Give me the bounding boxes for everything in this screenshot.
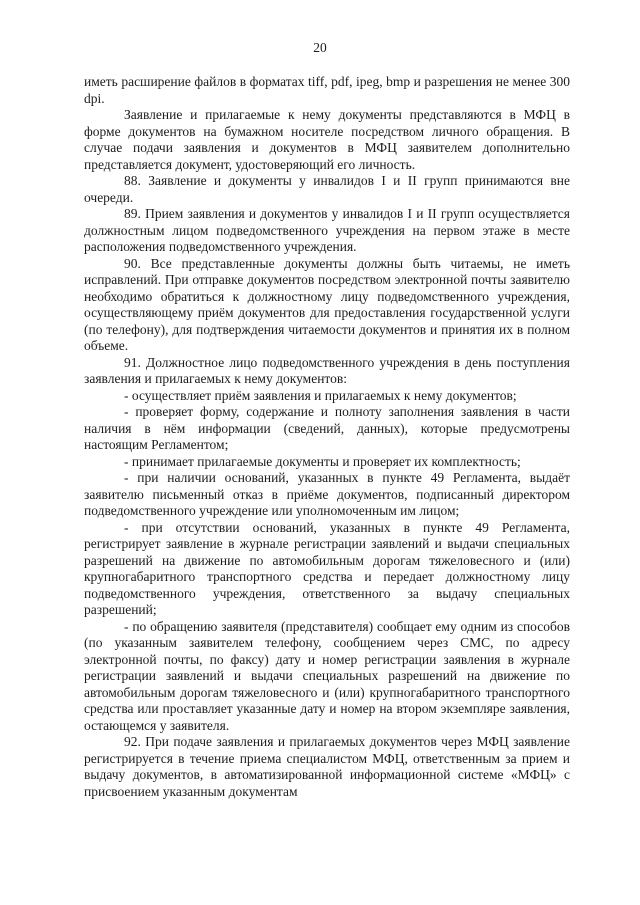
paragraph: 89. Прием заявления и документов у инвалидов I и II групп осуществляется должностным лицом подведомственного учреждения на первом этаже в месте расположения подведомственного учреждения.: [84, 206, 570, 254]
paragraph: - при отсутствии оснований, указанных в пункте 49 Регламента, регистрирует заявление в журнале регистрации заявлений и выдачи специальных разрешений на движение по автомобильным дорогам тяжеловесного и (или) крупногабаритного транспортного средства и передает должностному лицу подведомственного учреждения, ответственного за выдачу специальных разрешений;: [84, 519, 570, 617]
paragraph: - осуществляет приём заявления и прилагаемых к нему документов;: [124, 387, 517, 403]
page-number: 20: [313, 40, 327, 55]
paragraph: Заявление и прилагаемые к нему документы представляются в МФЦ в форме документов на бумажном носителе посредством личного обращения. В случае подачи заявления и документов в МФЦ заявителем дополнительно представляется документ, удостоверяющий его личность.: [84, 107, 570, 172]
paragraph: 90. Все представленные документы должны быть читаемы, не иметь исправлений. При отправке документов посредством электронной почты заявителю необходимо обратиться к должностному лицу подведомственного учреждения, осуществляющему приём документов для предоставления государственной услуги (по телефону), для подтверждения читаемости документов и принятия их в полном объеме.: [84, 255, 570, 353]
paragraph: 88. Заявление и документы у инвалидов I и II групп принимаются вне очереди.: [84, 173, 570, 205]
paragraph: 91. Должностное лицо подведомственного учреждения в день поступления заявления и прилагаемых к нему документов:: [84, 354, 570, 386]
paragraph: - принимает прилагаемые документы и проверяет их комплектность;: [124, 453, 521, 469]
paragraph: - при наличии оснований, указанных в пункте 49 Регламента, выдаёт заявителю письменный отказ в приёме документов, подписанный директором подведомственного учреждение или уполномоченным им лицом;: [84, 470, 570, 518]
document-body: [84, 74, 570, 800]
paragraph: 92. При подаче заявления и прилагаемых документов через МФЦ заявление регистрируется в течение приема специалистом МФЦ, ответственным за прием и выдачу документов, в автоматизированной информационной системе «МФЦ» с присвоением указанным документам: [84, 734, 570, 799]
paragraph: - проверяет форму, содержание и полноту заполнения заявления в части наличия в нём информации (сведений, данных), которые предусмотрены настоящим Регламентом;: [84, 404, 570, 452]
paragraph: иметь расширение файлов в форматах tiff, pdf, ipeg, bmp и разрешения не менее 300 dpi.: [84, 74, 570, 106]
paragraph: - по обращению заявителя (представителя) сообщает ему одним из способов (по указанным заявителем телефону, сообщением через СМС, по адресу электронной почты, по факсу) дату и номер регистрации заявления в журнале регистрации заявлений и выдачи специальных разрешений на движение по автомобильным дорогам тяжеловесного и (или) крупногабаритного транспортного средства или проставляет указанные дату и номер на втором экземпляре заявления, остающемся у заявителя.: [84, 618, 570, 733]
